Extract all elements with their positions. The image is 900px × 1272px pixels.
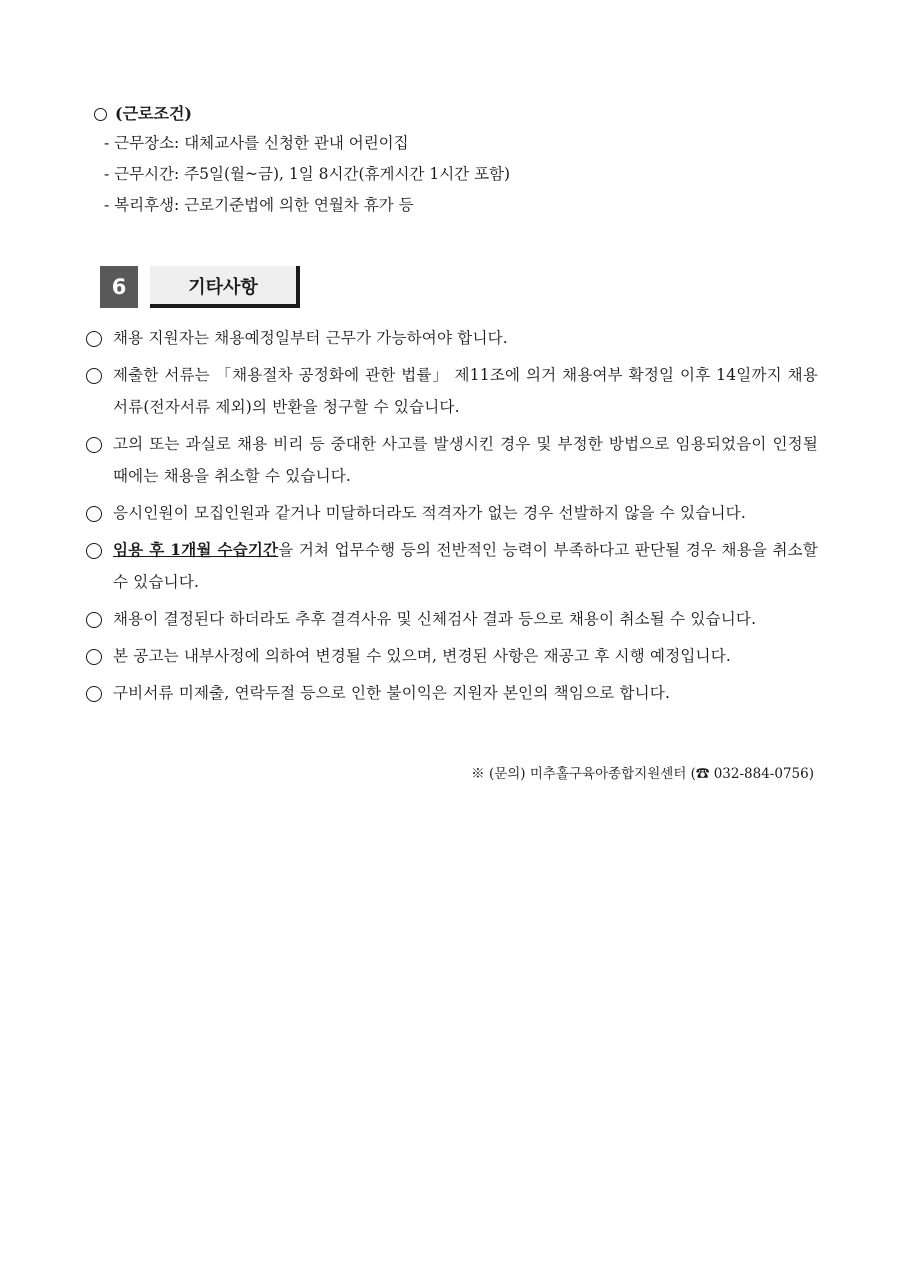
list-item xyxy=(86,359,818,423)
list-item xyxy=(86,322,818,354)
note-text: 본 공고는 내부사정에 의하여 변경될 수 있으며, 변경된 사항은 재공고 후 시행 예정입니다. xyxy=(113,647,732,665)
circle-bullet-icon xyxy=(86,686,102,702)
contact-info: ※ (문의) 미추홀구육아종합지원센터 (☎ 032-884-0756) xyxy=(471,766,814,782)
circle-bullet-icon xyxy=(86,506,102,522)
note-text: 채용 지원자는 채용예정일부터 근무가 가능하여야 합니다. xyxy=(113,329,508,347)
section-header xyxy=(100,266,300,308)
list-item xyxy=(86,534,818,598)
note-text: 응시인원이 모집인원과 같거나 미달하더라도 적격자가 없는 경우 선발하지 않을 수 있습니다. xyxy=(113,504,746,522)
note-text: 구비서류 미제출, 연락두절 등으로 인한 불이익은 지원자 본인의 책임으로 합니다. xyxy=(113,684,671,702)
circle-bullet-icon xyxy=(86,649,102,665)
list-item xyxy=(86,677,818,709)
section-title: 기타사항 xyxy=(150,266,300,308)
working-conditions-heading xyxy=(94,100,814,128)
circle-bullet-icon xyxy=(86,368,102,384)
list-item xyxy=(86,603,818,635)
note-text-rest: 을 거쳐 업무수행 등의 전반적인 능력이 부족하다고 판단될 경우 채용을 취소할 수 있습니다. xyxy=(113,541,818,591)
note-text xyxy=(113,534,818,598)
circle-bullet-icon xyxy=(86,331,102,347)
circle-bullet-icon xyxy=(86,543,102,559)
section-number: 6 xyxy=(100,266,138,308)
probation-emphasis: 임용 후 1개월 수습기간 xyxy=(113,540,279,559)
working-conditions-title: (근로조건) xyxy=(115,104,192,123)
note-text: 고의 또는 과실로 채용 비리 등 중대한 사고를 발생시킨 경우 및 부정한 방법으로 임용되었음이 인정될 때에는 채용을 취소할 수 있습니다. xyxy=(113,435,818,485)
notes-list xyxy=(86,322,818,714)
condition-workplace: - 근무장소: 대체교사를 신청한 관내 어린이집 xyxy=(104,134,409,152)
list-item xyxy=(86,428,818,492)
working-conditions xyxy=(94,100,814,221)
circle-bullet-icon xyxy=(86,612,102,628)
circle-bullet-icon xyxy=(94,108,107,121)
list-item xyxy=(86,497,818,529)
note-text: 제출한 서류는 「채용절차 공정화에 관한 법률」 제11조에 의거 채용여부 확정일 이후 14일까지 채용서류(전자서류 제외)의 반환을 청구할 수 있습니다. xyxy=(113,366,818,416)
note-text: 채용이 결정된다 하더라도 추후 결격사유 및 신체검사 결과 등으로 채용이 취소될 수 있습니다. xyxy=(113,610,757,628)
condition-benefits: - 복리후생: 근로기준법에 의한 연월차 휴가 등 xyxy=(104,196,414,214)
list-item xyxy=(86,640,818,672)
condition-work-hours: - 근무시간: 주5일(월~금), 1일 8시간(휴게시간 1시간 포함) xyxy=(104,165,511,183)
circle-bullet-icon xyxy=(86,437,102,453)
